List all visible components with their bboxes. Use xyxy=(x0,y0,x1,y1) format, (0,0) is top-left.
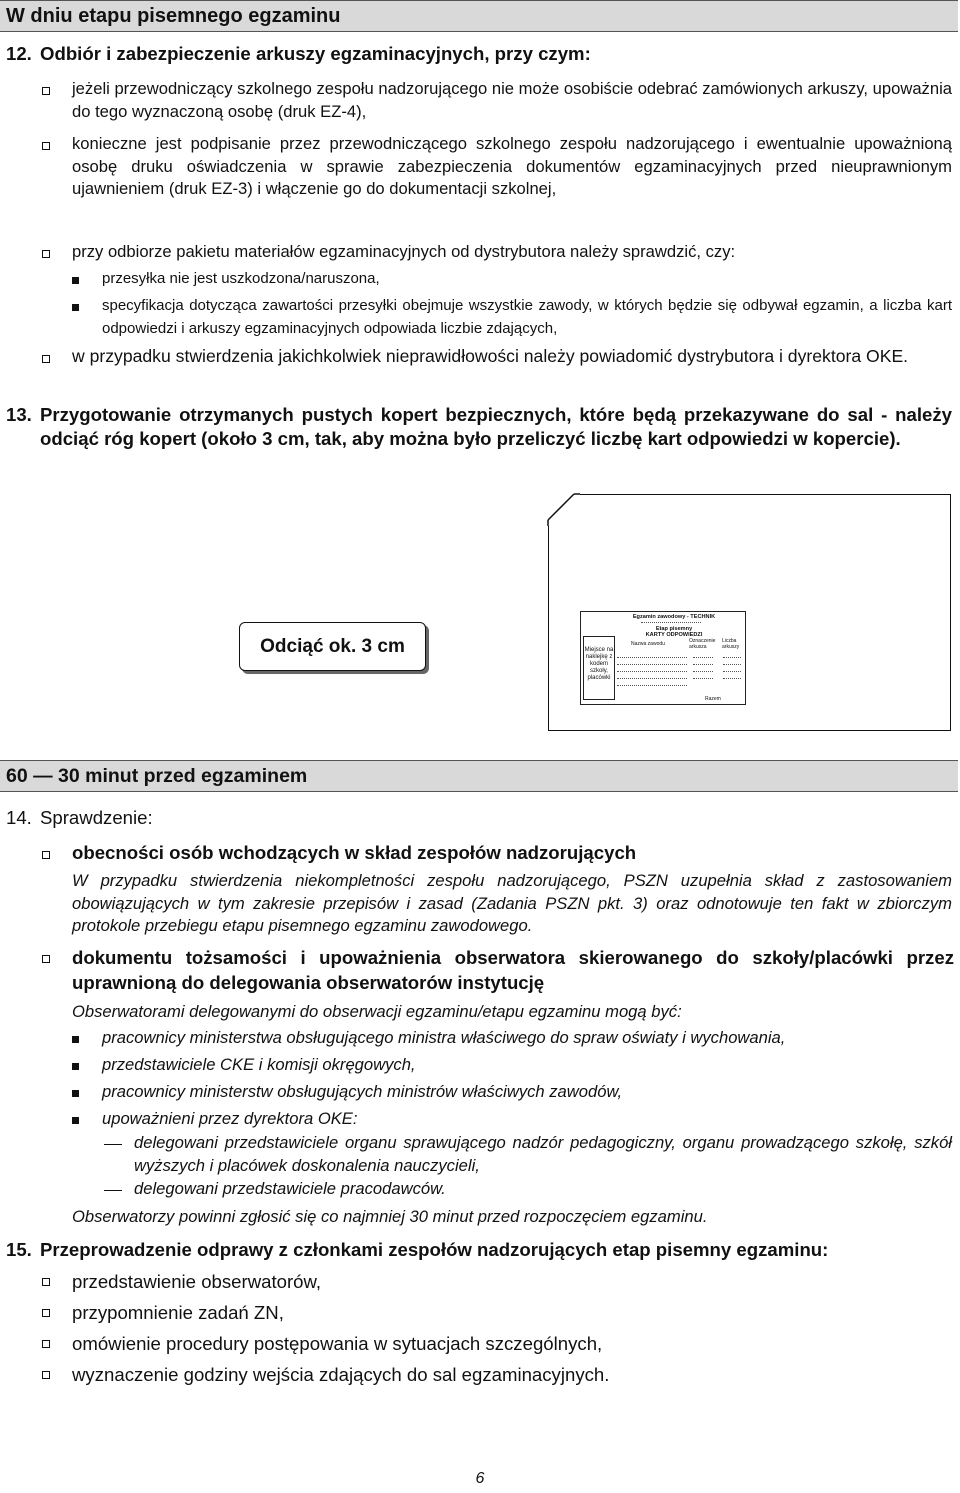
form-dotted-line xyxy=(723,678,741,679)
checkbox-bullet-icon xyxy=(42,1309,50,1317)
form-dotted-line xyxy=(617,664,687,665)
form-title-3: KARTY ODPOWIEDZI xyxy=(645,632,703,638)
cut-corner-icon xyxy=(540,486,580,526)
form-dotted-line xyxy=(617,671,687,672)
observer-item-3: pracownicy ministerstw obsługujących ministrów właściwych zawodów, xyxy=(102,1082,623,1101)
school-sticker-box: Miejsce na naklejkę z kodem szkoły, placówki xyxy=(583,636,615,700)
form-dotted-line xyxy=(617,657,687,658)
dash-bullet-icon xyxy=(104,1144,122,1145)
section-12-bullet-3: przy odbiorze pakietu materiałów egzaminacyjnych od dystrybutora należy sprawdzić, czy: xyxy=(72,242,736,261)
form-dotted-line xyxy=(641,622,701,623)
form-dotted-line xyxy=(723,671,741,672)
square-bullet-icon xyxy=(72,277,79,284)
section-13-number: 13. xyxy=(6,404,32,425)
section-14-title: Sprawdzenie: xyxy=(40,807,153,828)
checkbox-bullet-icon xyxy=(42,250,50,258)
form-total-label: Razem xyxy=(705,696,721,702)
checkbox-bullet-icon xyxy=(42,1340,50,1348)
page-header-title: W dniu etapu pisemnego egzaminu xyxy=(6,5,341,27)
observer-subitem-2: delegowani przedstawiciele pracodawców. xyxy=(134,1179,446,1198)
form-dotted-line xyxy=(617,685,687,686)
checkbox-bullet-icon xyxy=(42,1278,50,1286)
section-12-bullet-2: konieczne jest podpisanie przez przewodniczącego szkolnego zespołu nadzorującego i ewentualnie upoważnioną osobę druku oświadczenia w sprawie zabezpieczenia dokumentów egzaminacyjnych przed nieuprawnionym ujawnieniem (druk EZ-3) i włączenie go do dokumentacji szkolnej, xyxy=(72,134,952,198)
form-title-2: Etap pisemny xyxy=(655,626,693,632)
dash-bullet-icon xyxy=(104,1190,122,1191)
checkbox-bullet-icon xyxy=(42,87,50,95)
checkbox-bullet-icon xyxy=(42,142,50,150)
section-header-title: 60 — 30 minut przed egzaminem xyxy=(6,765,308,787)
section-15-title: Przeprowadzenie odprawy z członkami zespołów nadzorujących etap pisemny egzaminu: xyxy=(40,1239,829,1260)
square-bullet-icon xyxy=(72,304,79,311)
form-dotted-line xyxy=(617,678,687,679)
checkbox-bullet-icon xyxy=(42,851,50,859)
section-12-subbullet-2: specyfikacja dotycząca zawartości przesyłki obejmuje wszystkie zawody, w których będzie się odbywał egzamin, a liczba kart odpowiedzi i arkuszy egzaminacyjnych odpowiada liczbie zdających, xyxy=(102,297,952,337)
section-12-number: 12. xyxy=(6,43,32,64)
page-header xyxy=(0,0,958,32)
form-dotted-line xyxy=(693,657,713,658)
section-header-timing xyxy=(0,760,958,792)
form-dotted-line xyxy=(723,657,741,658)
briefing-item-2: przypomnienie zadań ZN, xyxy=(72,1302,284,1323)
form-dotted-line xyxy=(693,664,713,665)
section-13-text: Przygotowanie otrzymanych pustych kopert bezpiecznych, które będą przekazywane do sal - należy odciąć róg kopert (około 3 cm, tak, aby można było przeliczyć liczbę kart odpowiedzi w kopercie). xyxy=(40,404,952,449)
square-bullet-icon xyxy=(72,1036,79,1043)
briefing-item-4: wyznaczenie godziny wejścia zdających do sal egzaminacyjnych. xyxy=(72,1364,610,1385)
form-dotted-line xyxy=(693,671,713,672)
section-12-bullet-4: w przypadku stwierdzenia jakichkolwiek nieprawidłowości należy powiadomić dystrybutora i dyrektora OKE. xyxy=(72,346,909,366)
section-14-observers-intro: Obserwatorami delegowanymi do obserwacji egzaminu/etapu egzaminu mogą być: xyxy=(72,1002,682,1021)
form-dotted-line xyxy=(723,664,741,665)
section-14-bullet-1-heading: obecności osób wchodzących w skład zespołów nadzorujących xyxy=(72,842,637,863)
form-col-count: Liczba arkuszy xyxy=(722,638,740,650)
form-dotted-line xyxy=(693,678,713,679)
form-col-name: Nazwa zawodu xyxy=(631,641,665,647)
observer-item-2: przedstawiciele CKE i komisji okręgowych, xyxy=(102,1055,416,1074)
form-col-code: Oznaczenie arkusza xyxy=(689,638,716,650)
square-bullet-icon xyxy=(72,1063,79,1070)
checkbox-bullet-icon xyxy=(42,355,50,363)
section-15-number: 15. xyxy=(6,1239,32,1260)
section-14-bullet-2-heading: dokumentu tożsamości i upoważnienia obserwatora skierowanego do szkoły/placówki przez uprawnioną do delegowania obserwatorów instytucję xyxy=(72,947,954,993)
observer-item-4: upoważnieni przez dyrektora OKE: xyxy=(102,1109,358,1128)
briefing-item-1: przedstawienie obserwatorów, xyxy=(72,1271,322,1292)
square-bullet-icon xyxy=(72,1090,79,1097)
observer-item-1: pracownicy ministerstwa obsługującego ministra właściwego do spraw oświaty i wychowania, xyxy=(102,1028,786,1047)
section-12-subbullet-1: przesyłka nie jest uszkodzona/naruszona, xyxy=(102,270,380,287)
checkbox-bullet-icon xyxy=(42,1371,50,1379)
section-12-title: Odbiór i zabezpieczenie arkuszy egzaminacyjnych, przy czym: xyxy=(40,43,591,64)
section-14-number: 14. xyxy=(6,807,32,828)
page-number: 6 xyxy=(475,1470,485,1487)
checkbox-bullet-icon xyxy=(42,955,50,963)
square-bullet-icon xyxy=(72,1117,79,1124)
observer-subitem-1: delegowani przedstawiciele organu sprawującego nadzór pedagogiczny, organu prowadzącego szkołę, szkół wyższych i placówek doskonalenia nauczycieli, xyxy=(134,1133,952,1175)
briefing-item-3: omówienie procedury postępowania w sytuacjach szczególnych, xyxy=(72,1333,603,1354)
section-12-bullet-1: jeżeli przewodniczący szkolnego zespołu nadzorującego nie może osobiście odebrać zamówionych arkuszy, upoważnia do tego wyznaczoną osobę (druk EZ-4), xyxy=(72,79,952,121)
form-title-1: Egzamin zawodowy - TECHNIK xyxy=(632,614,716,620)
section-14-bullet-1-text: W przypadku stwierdzenia niekompletności zespołu nadzorującego, PSZN uzupełnia skład z zastosowaniem obowiązujących w tym zakresie przepisów i zasad (Zadania PSZN pkt. 3) oraz odnotowuje ten fakt w zbiorczym protokole przebiegu etapu pisemnego egzaminu zawodowego. xyxy=(72,871,952,935)
observers-note: Obserwatorzy powinni zgłosić się co najmniej 30 minut przed rozpoczęciem egzaminu. xyxy=(72,1207,708,1226)
cut-corner-label: Odciąć ok. 3 cm xyxy=(239,622,426,671)
